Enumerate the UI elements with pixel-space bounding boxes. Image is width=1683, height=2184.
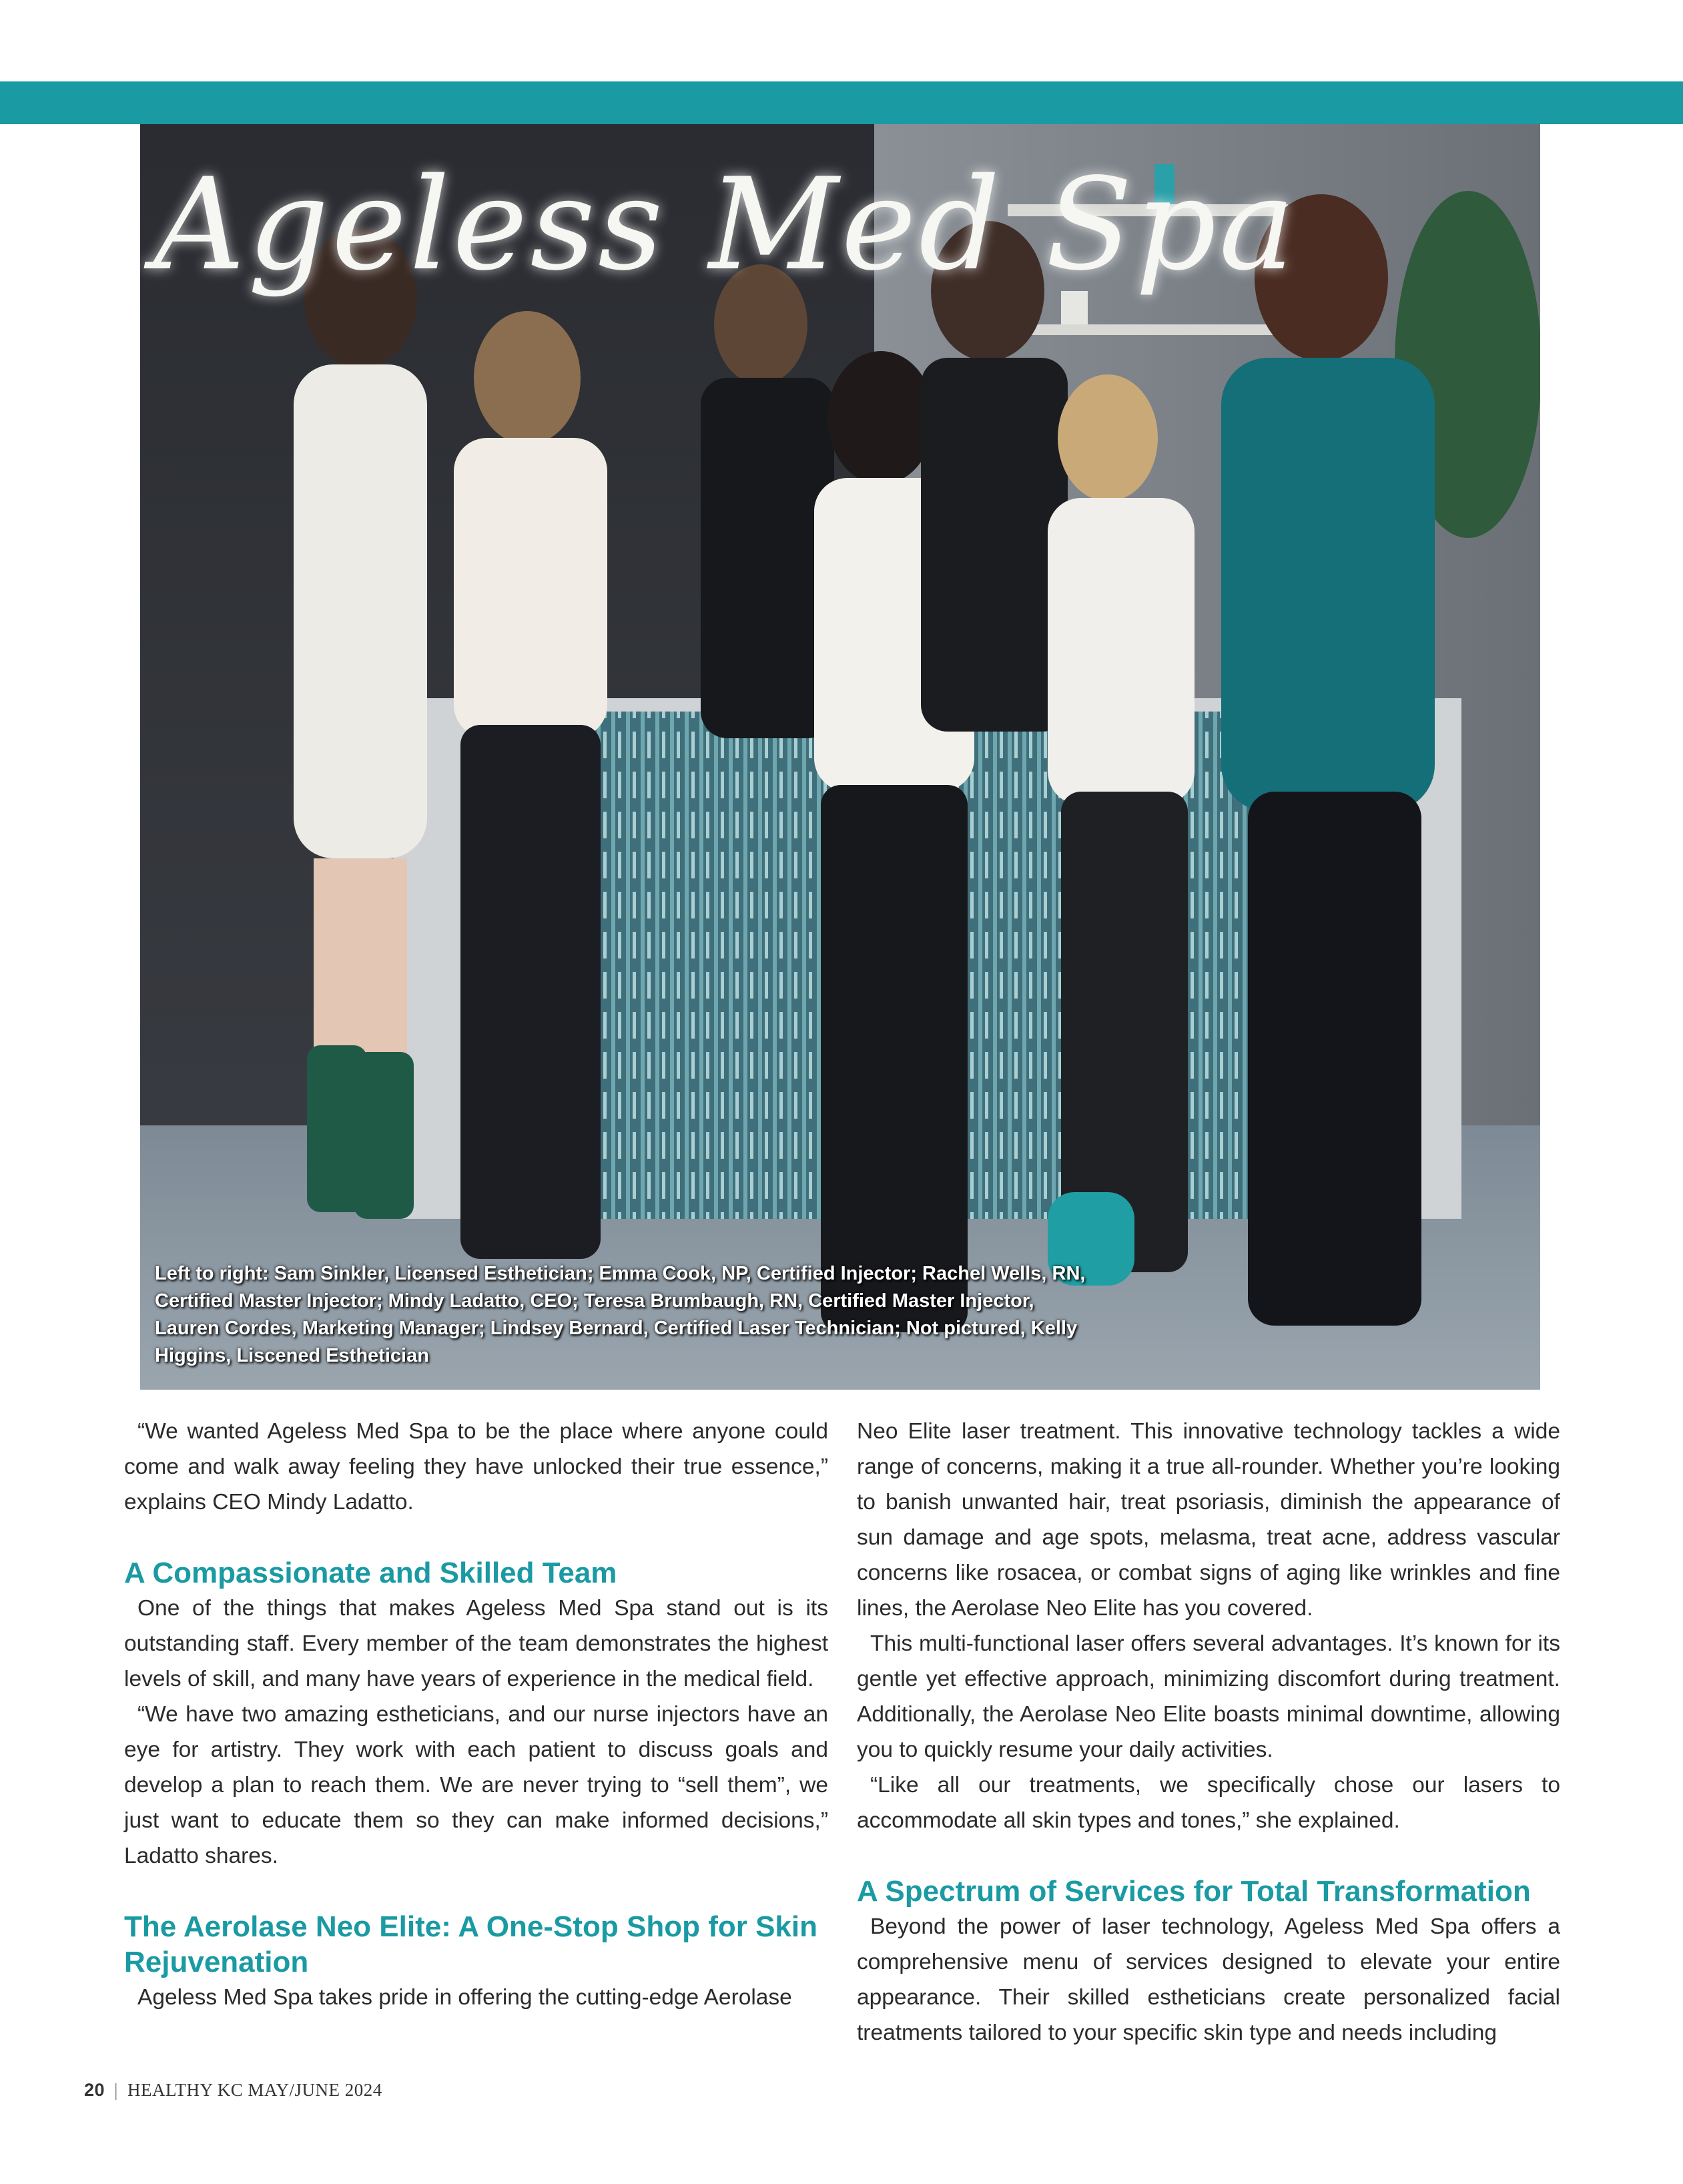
- team-photo-illustration: [140, 124, 1540, 1390]
- team-paragraph-2: “We have two amazing estheticians, and our nurse injectors have an eye for artistry. They work with each patient to discuss goals and develop a plan to reach them. We are never trying to “sell them”, we just want to educate them so they can make informed decisions,” Ladatto shares.: [124, 1702, 828, 1868]
- team-photo: [140, 124, 1540, 1390]
- intro-paragraph: “We wanted Ageless Med Spa to be the place where anyone could come and walk away feeling they have unlocked their true essence,” explains CEO Mindy Ladatto.: [124, 1419, 828, 1515]
- page-number: 20: [84, 2080, 105, 2100]
- publication-name: HEALTHY KC MAY/JUNE 2024: [127, 2080, 382, 2100]
- aerolase-paragraph-1-continued: Neo Elite laser treatment. This innovative technology tackles a wide range of concerns, making it a true all-rounder. Whether you’re looking to banish unwanted hair, treat psoriasis, diminish the appearance of sun damage and age spots, melasma, treat acne, address vascular concerns like rosacea, or combat signs of aging like wrinkles and fine lines, the Aerolase Neo Elite has you covered.: [857, 1419, 1560, 1621]
- services-paragraph-1: Beyond the power of laser technology, Ageless Med Spa offers a comprehensive menu of services designed to elevate your entire appearance. Their skilled estheticians create personalized facial treatments tailored to your specific skin type and needs including: [857, 1914, 1560, 2045]
- section-heading-services: A Spectrum of Services for Total Transformation: [857, 1875, 1531, 1908]
- section-heading-aerolase: The Aerolase Neo Elite: A One-Stop Shop for Skin Rejuvenation: [124, 1910, 818, 1978]
- footer-separator: |: [114, 2080, 118, 2100]
- neon-sign: Ageless Med Spa: [153, 151, 1297, 298]
- section-heading-team: A Compassionate and Skilled Team: [124, 1557, 617, 1589]
- aerolase-paragraph-1-start: Ageless Med Spa takes pride in offering the cutting-edge Aerolase: [137, 1985, 792, 2010]
- photo-caption: Left to right: Sam Sinkler, Licensed Esthetician; Emma Cook, NP, Certified Injector; Rachel Wells, RN, Certified Master Injector; Mindy Ladatto, CEO; Teresa Brumbaugh, RN, Certified Master Injector, Lauren Cordes, Marketing Manager; Lindsey Bernard, Certified Laser Technician; Not pictured, Kelly Higgins, Liscened Esthetician: [155, 1263, 1086, 1366]
- team-paragraph-1: One of the things that makes Ageless Med Spa stand out is its outstanding staff. Every member of the team demonstrates the highest levels of skill, and many have years of experience in the medical field.: [124, 1596, 828, 1691]
- article-column-left: [124, 1414, 828, 2015]
- page-footer: [84, 2080, 382, 2101]
- aerolase-paragraph-3: “Like all our treatments, we specifically chose our lasers to accommodate all skin types and tones,” she explained.: [857, 1773, 1560, 1833]
- top-accent-band: [0, 81, 1683, 124]
- article-column-right: [857, 1414, 1560, 2051]
- aerolase-paragraph-2: This multi-functional laser offers several advantages. It’s known for its gentle yet effective approach, minimizing discomfort during treatment. Additionally, the Aerolase Neo Elite boasts minimal downtime, allowing you to quickly resume your daily activities.: [857, 1631, 1560, 1762]
